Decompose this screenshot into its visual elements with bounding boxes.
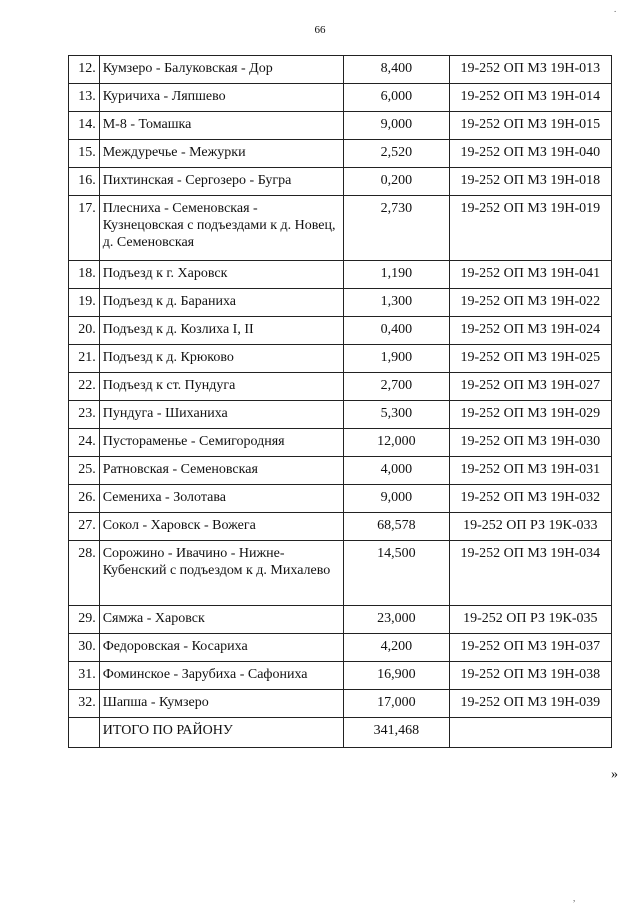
road-code: 19-252 ОП МЗ 19Н-040 [449,140,611,168]
table-row [69,289,612,317]
closing-quote: » [611,767,618,782]
table-row [69,662,612,690]
table-row [69,457,612,485]
road-name: Пундуга - Шиханиха [99,401,343,429]
row-number: 18. [69,261,100,289]
road-length: 9,000 [344,112,450,140]
table-row [69,373,612,401]
row-number: 23. [69,401,100,429]
road-code: 19-252 ОП МЗ 19Н-041 [449,261,611,289]
total-row [69,718,612,748]
road-name: Междуречье - Межурки [99,140,343,168]
table-row [69,485,612,513]
row-number: 26. [69,485,100,513]
row-number: 15. [69,140,100,168]
table-row [69,261,612,289]
road-code: 19-252 ОП МЗ 19Н-024 [449,317,611,345]
scan-mark: . [614,4,617,14]
road-length: 0,400 [344,317,450,345]
roads-table [68,55,612,748]
row-number: 28. [69,541,100,606]
table-row [69,429,612,457]
row-number: 29. [69,606,100,634]
road-length: 1,300 [344,289,450,317]
road-code: 19-252 ОП МЗ 19Н-019 [449,196,611,261]
road-length: 9,000 [344,485,450,513]
table-row [69,345,612,373]
road-code: 19-252 ОП МЗ 19Н-022 [449,289,611,317]
table-row [69,168,612,196]
road-length: 4,000 [344,457,450,485]
road-code: 19-252 ОП РЗ 19К-033 [449,513,611,541]
table-row [69,140,612,168]
road-code: 19-252 ОП МЗ 19Н-025 [449,345,611,373]
table-row [69,317,612,345]
road-name: Подъезд к д. Крюково [99,345,343,373]
road-length: 17,000 [344,690,450,718]
road-code: 19-252 ОП МЗ 19Н-018 [449,168,611,196]
road-name: Сямжа - Харовск [99,606,343,634]
row-number: 25. [69,457,100,485]
total-length: 341,468 [344,718,450,748]
road-name: Сорожино - Ивачино - Нижне-Кубенский с подъездом к д. Михалево [99,541,343,606]
road-length: 2,730 [344,196,450,261]
road-code: 19-252 ОП МЗ 19Н-039 [449,690,611,718]
row-number: 19. [69,289,100,317]
road-code: 19-252 ОП МЗ 19Н-015 [449,112,611,140]
road-code: 19-252 ОП МЗ 19Н-032 [449,485,611,513]
road-name: Кумзеро - Балуковская - Дор [99,56,343,84]
road-length: 4,200 [344,634,450,662]
row-number: 32. [69,690,100,718]
road-code: 19-252 ОП МЗ 19Н-030 [449,429,611,457]
road-name: Фоминское - Зарубиха - Сафониха [99,662,343,690]
road-name: Ратновская - Семеновская [99,457,343,485]
road-code: 19-252 ОП РЗ 19К-035 [449,606,611,634]
road-code: 19-252 ОП МЗ 19Н-037 [449,634,611,662]
road-name: Подъезд к д. Козлиха I, II [99,317,343,345]
road-code: 19-252 ОП МЗ 19Н-029 [449,401,611,429]
scan-mark: , [573,893,576,903]
road-name: Сокол - Харовск - Вожега [99,513,343,541]
row-number: 17. [69,196,100,261]
road-name: М-8 - Томашка [99,112,343,140]
row-number: 30. [69,634,100,662]
row-number: 22. [69,373,100,401]
road-name: Плесниха - Семеновская - Кузнецовская с подъездами к д. Новец, д. Семеновская [99,196,343,261]
road-name: Семениха - Золотава [99,485,343,513]
table-row [69,56,612,84]
road-code: 19-252 ОП МЗ 19Н-034 [449,541,611,606]
table-row [69,401,612,429]
road-length: 14,500 [344,541,450,606]
total-code-cell [449,718,611,748]
table-row [69,606,612,634]
table-row [69,196,612,261]
road-length: 8,400 [344,56,450,84]
row-number: 21. [69,345,100,373]
road-name: Подъезд к д. Бараниха [99,289,343,317]
row-number: 24. [69,429,100,457]
road-length: 23,000 [344,606,450,634]
table-row [69,513,612,541]
road-length: 16,900 [344,662,450,690]
table-row [69,84,612,112]
road-code: 19-252 ОП МЗ 19Н-038 [449,662,611,690]
road-length: 6,000 [344,84,450,112]
road-length: 68,578 [344,513,450,541]
row-number: 13. [69,84,100,112]
road-code: 19-252 ОП МЗ 19Н-013 [449,56,611,84]
page-number: 66 [314,24,326,36]
road-length: 1,190 [344,261,450,289]
road-length: 5,300 [344,401,450,429]
road-length: 0,200 [344,168,450,196]
row-number: 31. [69,662,100,690]
row-number: 20. [69,317,100,345]
road-name: Подъезд к г. Харовск [99,261,343,289]
road-length: 12,000 [344,429,450,457]
table-row [69,690,612,718]
road-name: Куричиха - Ляпшево [99,84,343,112]
road-name: Федоровская - Косариха [99,634,343,662]
road-code: 19-252 ОП МЗ 19Н-027 [449,373,611,401]
row-number: 16. [69,168,100,196]
row-number: 12. [69,56,100,84]
total-number-cell [69,718,100,748]
table-row [69,112,612,140]
road-name: Подъезд к ст. Пундуга [99,373,343,401]
road-length: 2,700 [344,373,450,401]
table-row [69,541,612,606]
row-number: 14. [69,112,100,140]
road-length: 1,900 [344,345,450,373]
road-length: 2,520 [344,140,450,168]
table-row [69,634,612,662]
row-number: 27. [69,513,100,541]
road-name: Шапша - Кумзеро [99,690,343,718]
total-label: ИТОГО ПО РАЙОНУ [99,718,343,748]
road-code: 19-252 ОП МЗ 19Н-014 [449,84,611,112]
road-name: Пустораменье - Семигородняя [99,429,343,457]
road-name: Пихтинская - Сергозеро - Бугра [99,168,343,196]
road-code: 19-252 ОП МЗ 19Н-031 [449,457,611,485]
